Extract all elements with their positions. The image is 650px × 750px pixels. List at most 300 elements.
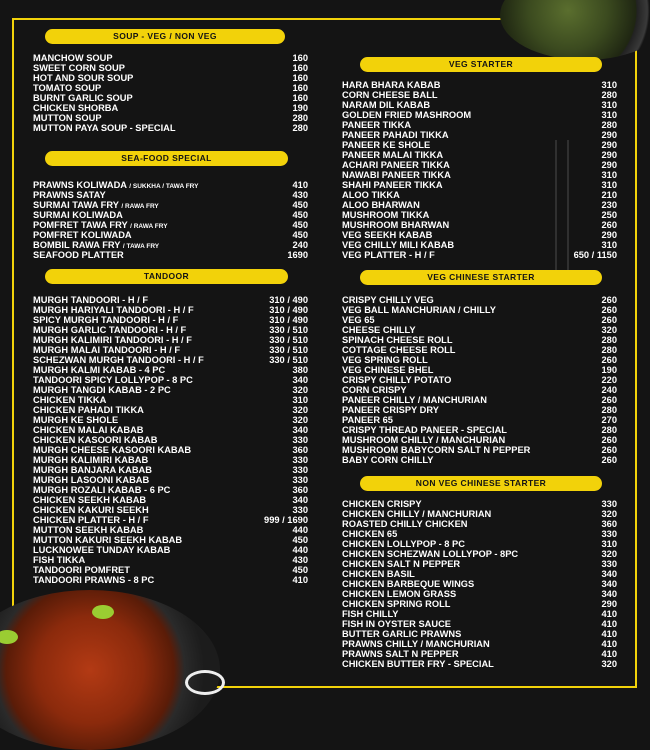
menu-item-price: 410: [601, 609, 617, 619]
menu-list-non-veg-chinese: [342, 499, 617, 669]
menu-item-price: 310: [601, 240, 617, 250]
section-title-soup: SOUP - VEG / NON VEG: [45, 29, 285, 44]
menu-item-price: 190: [292, 103, 308, 113]
menu-item-name-text: SHAHI PANEER TIKKA: [342, 180, 443, 190]
menu-item: [342, 639, 617, 649]
menu-item: [342, 609, 617, 619]
menu-item: [33, 495, 308, 505]
menu-item-price: 330: [601, 529, 617, 539]
menu-item-price: 450: [292, 565, 308, 575]
menu-item-name: [33, 405, 144, 415]
menu-item: [33, 415, 308, 425]
menu-item-name-text: NAWABI PANEER TIKKA: [342, 170, 451, 180]
menu-item-name: [342, 549, 518, 559]
menu-item: [342, 335, 617, 345]
menu-item-name: [342, 375, 451, 385]
menu-item: [33, 250, 308, 260]
menu-item-price: 210: [601, 190, 617, 200]
menu-item-name-text: CHICKEN MALAI KABAB: [33, 425, 144, 435]
menu-item-name-text: PANEER KE SHOLE: [342, 140, 431, 150]
menu-item-price: 280: [601, 120, 617, 130]
menu-item: [342, 150, 617, 160]
menu-item-name: [342, 559, 460, 569]
menu-item-name: [33, 325, 186, 335]
menu-item-note: / SUKKHA / TAWA FRY: [129, 183, 199, 190]
menu-item: [33, 565, 308, 575]
menu-item: [33, 220, 308, 230]
menu-item-name-text: SWEET CORN SOUP: [33, 63, 125, 73]
menu-item-name-text: MURGH TANDOORI - H / F: [33, 295, 148, 305]
menu-item-name-text: MUTTON SEEKH KABAB: [33, 525, 144, 535]
menu-item-name: [33, 113, 102, 123]
menu-item-name: [342, 220, 449, 230]
menu-item: [342, 599, 617, 609]
menu-item-price: 280: [601, 335, 617, 345]
menu-item-name: [33, 305, 194, 315]
menu-item-price: 290: [601, 599, 617, 609]
menu-item-name-text: ROASTED CHILLY CHICKEN: [342, 519, 468, 529]
menu-item-note: / RAWA FRY: [121, 203, 159, 210]
menu-item: [342, 375, 617, 385]
menu-item-name-text: SURMAI KOLIWADA: [33, 210, 123, 220]
menu-item: [33, 123, 308, 133]
menu-item-price: 260: [601, 220, 617, 230]
menu-item: [33, 575, 308, 585]
menu-item-name-text: CHICKEN CRISPY: [342, 499, 422, 509]
menu-item: [33, 525, 308, 535]
menu-item: [33, 200, 308, 210]
menu-item-name-text: MURGH ROZALI KABAB - 6 PC: [33, 485, 171, 495]
menu-item-name: [33, 210, 123, 220]
menu-item-name-text: PANEER CRISPY DRY: [342, 405, 439, 415]
menu-item-name: [342, 405, 439, 415]
menu-item-price: 260: [601, 355, 617, 365]
menu-item-price: 290: [601, 230, 617, 240]
menu-item-name-text: VEG BALL MANCHURIAN / CHILLY: [342, 305, 496, 315]
menu-item-name: [342, 455, 433, 465]
menu-item: [33, 103, 308, 113]
menu-item: [342, 80, 617, 90]
menu-item-name-text: POMFRET KOLIWADA: [33, 230, 132, 240]
menu-item-name-text: MURGH KALIMIRI TANDOORI - H / F: [33, 335, 192, 345]
menu-item-price: 280: [601, 425, 617, 435]
menu-item: [342, 385, 617, 395]
menu-item-price: 330 / 510: [269, 355, 308, 365]
menu-item-name: [33, 525, 143, 535]
menu-item-price: 410: [292, 180, 308, 190]
menu-item-name: [342, 445, 530, 455]
menu-item-name: [342, 415, 393, 425]
menu-item-price: 310 / 490: [269, 315, 308, 325]
menu-item-name-text: MURGH LASOONI KABAB: [33, 475, 150, 485]
menu-item: [33, 445, 308, 455]
menu-item-name: [342, 210, 429, 220]
menu-item-name: [342, 435, 505, 445]
menu-item-name: [33, 335, 192, 345]
menu-item: [33, 210, 308, 220]
menu-item-price: 330: [292, 455, 308, 465]
menu-item-price: 160: [292, 63, 308, 73]
menu-list-seafood: [33, 180, 308, 260]
menu-item-price: 330 / 510: [269, 325, 308, 335]
menu-item-name-text: BABY CORN CHILLY: [342, 455, 434, 465]
menu-item-name-text: MUSHROOM BHARWAN: [342, 220, 450, 230]
menu-item-name: [342, 90, 438, 100]
menu-item: [342, 240, 617, 250]
menu-item-name-text: PRAWNS KOLIWADA: [33, 180, 130, 190]
menu-item-price: 260: [601, 445, 617, 455]
menu-item-price: 160: [292, 93, 308, 103]
menu-item-price: 310: [601, 80, 617, 90]
menu-item-name: [342, 315, 375, 325]
menu-item-name: [342, 170, 451, 180]
menu-item-price: 430: [292, 190, 308, 200]
menu-item-price: 260: [601, 315, 617, 325]
menu-item-name-text: PANEER 65: [342, 415, 393, 425]
menu-item-name: [342, 385, 407, 395]
menu-item-price: 310: [601, 100, 617, 110]
menu-item: [33, 315, 308, 325]
menu-item: [342, 250, 617, 260]
menu-item-name-text: VEG PLATTER - H / F: [342, 250, 435, 260]
menu-item-price: 310 / 490: [269, 295, 308, 305]
menu-item-name-text: CHICKEN BARBEQUE WINGS: [342, 579, 475, 589]
menu-item-name-text: CHICKEN SHORBA: [33, 103, 119, 113]
menu-item-price: 330: [601, 499, 617, 509]
menu-item-price: 320: [601, 659, 617, 669]
menu-item: [33, 465, 308, 475]
menu-item: [33, 113, 308, 123]
menu-item-price: 240: [601, 385, 617, 395]
menu-item-price: 340: [601, 589, 617, 599]
menu-item-name: [342, 589, 456, 599]
menu-item-name: [33, 395, 106, 405]
menu-item: [342, 395, 617, 405]
menu-item-price: 650 / 1150: [573, 250, 617, 260]
menu-item-price: 290: [601, 150, 617, 160]
menu-item: [342, 619, 617, 629]
menu-item-name-text: HOT AND SOUR SOUP: [33, 73, 134, 83]
menu-item-name: [342, 325, 416, 335]
menu-item: [342, 230, 617, 240]
menu-item-name: [33, 425, 144, 435]
menu-item-name: [33, 250, 124, 260]
menu-item-price: 410: [601, 629, 617, 639]
menu-item-name-text: FISH CHILLY: [342, 609, 399, 619]
menu-item: [342, 455, 617, 465]
menu-item-name: [342, 649, 459, 659]
menu-item-name: [342, 190, 400, 200]
menu-item-name-text: PANEER MALAI TIKKA: [342, 150, 444, 160]
menu-item-price: 260: [601, 295, 617, 305]
menu-item-name: [342, 659, 494, 669]
menu-item-name-text: CORN CHEESE BALL: [342, 90, 438, 100]
menu-item: [33, 365, 308, 375]
menu-item-price: 450: [292, 230, 308, 240]
menu-item: [342, 190, 617, 200]
menu-item-name-text: CHICKEN LOLLYPOP - 8 PC: [342, 539, 465, 549]
menu-item: [342, 220, 617, 230]
menu-item: [33, 535, 308, 545]
menu-item: [342, 295, 617, 305]
menu-item-name: [33, 295, 148, 305]
menu-item-price: 320: [292, 405, 308, 415]
menu-item-name: [33, 555, 85, 565]
menu-item-price: 280: [601, 90, 617, 100]
menu-item-name-text: TANDOORI POMFRET: [33, 565, 130, 575]
menu-item-price: 320: [601, 325, 617, 335]
menu-item-name-text: VEG SEEKH KABAB: [342, 230, 433, 240]
menu-item: [342, 345, 617, 355]
menu-item-name-text: GOLDEN FRIED MASHROOM: [342, 110, 472, 120]
menu-item-name: [33, 415, 118, 425]
menu-item-name-text: MUSHROOM TIKKA: [342, 210, 430, 220]
menu-item-name-text: CHICKEN SPRING ROLL: [342, 599, 451, 609]
menu-item-price: 320: [292, 415, 308, 425]
onion-ring-image: [185, 670, 225, 695]
menu-item-name-text: CHICKEN SALT N PEPPER: [342, 559, 461, 569]
menu-item-name-text: SPINACH CHEESE ROLL: [342, 335, 453, 345]
menu-item-price: 410: [601, 649, 617, 659]
menu-item-name-text: HARA BHARA KABAB: [342, 80, 441, 90]
menu-item: [342, 405, 617, 415]
menu-item-price: 340: [601, 579, 617, 589]
menu-item-name: [342, 499, 422, 509]
menu-item-price: 999 / 1690: [264, 515, 308, 525]
menu-item-price: 330 / 510: [269, 335, 308, 345]
menu-item: [342, 180, 617, 190]
menu-item-price: 340: [292, 425, 308, 435]
menu-item-name-text: PRAWNS SALT N PEPPER: [342, 649, 459, 659]
menu-item-name: [33, 575, 154, 585]
menu-item-name-text: FISH IN OYSTER SAUCE: [342, 619, 451, 629]
menu-item-name: [33, 230, 132, 240]
menu-item-name-text: CHICKEN KASOORI KABAB: [33, 435, 158, 445]
menu-item-note: / RAWA FRY: [130, 223, 168, 230]
menu-item-name: [33, 123, 176, 133]
menu-list-veg-chinese: [342, 295, 617, 465]
menu-item-name-text: MURGH KE SHOLE: [33, 415, 119, 425]
menu-item: [33, 555, 308, 565]
menu-item: [342, 445, 617, 455]
menu-item-name-text: BURNT GARLIC SOUP: [33, 93, 133, 103]
menu-item-name: [342, 509, 491, 519]
menu-item: [33, 375, 308, 385]
menu-item-name: [33, 445, 191, 455]
menu-item: [342, 579, 617, 589]
menu-item-name: [33, 505, 149, 515]
menu-item-name-text: PANEER PAHADI TIKKA: [342, 130, 449, 140]
menu-item-name: [33, 190, 106, 200]
menu-item-name-text: CHICKEN SCHEZWAN LOLLYPOP - 8PC: [342, 549, 519, 559]
menu-item-name: [33, 355, 204, 365]
menu-item-name: [342, 345, 455, 355]
menu-item-name-text: TANDOORI PRAWNS - 8 PC: [33, 575, 155, 585]
menu-item-price: 430: [292, 555, 308, 565]
menu-item: [342, 425, 617, 435]
menu-item-name-text: SURMAI TAWA FRY: [33, 200, 122, 210]
menu-item: [342, 120, 617, 130]
menu-item-name: [33, 345, 180, 355]
menu-item-name-text: CHICKEN CHILLY / MANCHURIAN: [342, 509, 492, 519]
menu-item: [342, 519, 617, 529]
menu-item-name-text: CHICKEN BUTTER FRY - SPECIAL: [342, 659, 494, 669]
menu-item: [33, 545, 308, 555]
menu-item: [33, 515, 308, 525]
menu-item-name: [33, 465, 152, 475]
menu-list-veg-starter: [342, 80, 617, 260]
menu-item: [342, 589, 617, 599]
menu-item-name-text: ALOO TIKKA: [342, 190, 400, 200]
menu-item-price: 280: [601, 345, 617, 355]
menu-item-name-text: SEAFOOD PLATTER: [33, 250, 124, 260]
menu-item-name-text: LUCKNOWEE TUNDAY KABAB: [33, 545, 171, 555]
menu-item: [342, 140, 617, 150]
menu-item: [33, 335, 308, 345]
menu-item-name-text: TANDOORI SPICY LOLLYPOP - 8 PC: [33, 375, 193, 385]
menu-item-name: [342, 425, 507, 435]
menu-item-name: [342, 200, 420, 210]
menu-item-name: [342, 110, 471, 120]
menu-item-name: [342, 120, 411, 130]
menu-item: [342, 355, 617, 365]
menu-item-price: 340: [292, 375, 308, 385]
menu-item-price: 160: [292, 53, 308, 63]
menu-item-note: / TAWA FRY: [122, 243, 160, 250]
menu-item: [33, 425, 308, 435]
section-title-seafood: SEA-FOOD SPECIAL: [45, 151, 288, 166]
menu-item-name-text: FISH TIKKA: [33, 555, 86, 565]
menu-item: [342, 365, 617, 375]
menu-item-price: 280: [292, 113, 308, 123]
menu-item-name-text: BOMBIL RAWA FRY: [33, 240, 123, 250]
menu-item-name: [33, 73, 133, 83]
menu-item-name: [342, 230, 432, 240]
menu-item-price: 160: [292, 73, 308, 83]
menu-item: [33, 385, 308, 395]
menu-item-name: [33, 565, 130, 575]
menu-item: [33, 295, 308, 305]
menu-item: [33, 345, 308, 355]
menu-item: [33, 190, 308, 200]
menu-item-price: 310: [601, 170, 617, 180]
menu-item-name-text: VEG CHILLY MILI KABAB: [342, 240, 455, 250]
menu-item-name: [342, 599, 450, 609]
menu-item-name-text: CRISPY THREAD PANEER - SPECIAL: [342, 425, 507, 435]
menu-item-price: 410: [292, 575, 308, 585]
menu-item-name-text: TOMATO SOUP: [33, 83, 102, 93]
menu-item-name-text: CHICKEN KAKURI SEEKH: [33, 505, 149, 515]
menu-item: [342, 160, 617, 170]
menu-item: [342, 210, 617, 220]
menu-item-name-text: MURGH KALMI KABAB - 4 PC: [33, 365, 166, 375]
menu-item-name: [33, 83, 101, 93]
menu-item-name: [342, 335, 453, 345]
menu-item-name-text: CRISPY CHILLY POTATO: [342, 375, 452, 385]
menu-item-name-text: MURGH CHEESE KASOORI KABAB: [33, 445, 192, 455]
menu-item-name-text: PANEER CHILLY / MANCHURIAN: [342, 395, 487, 405]
menu-item-name: [342, 80, 440, 90]
menu-item: [342, 629, 617, 639]
menu-item-price: 440: [292, 545, 308, 555]
menu-item-price: 280: [601, 405, 617, 415]
menu-item-name-text: MURGH HARIYALI TANDOORI - H / F: [33, 305, 194, 315]
menu-item: [342, 170, 617, 180]
menu-item-name: [342, 355, 428, 365]
menu-item-price: 260: [601, 305, 617, 315]
menu-item: [33, 475, 308, 485]
menu-item-name-text: CRISPY CHILLY VEG: [342, 295, 434, 305]
menu-item-price: 340: [292, 495, 308, 505]
menu-item-price: 230: [601, 200, 617, 210]
menu-item-price: 330 / 510: [269, 345, 308, 355]
menu-item: [342, 435, 617, 445]
menu-item-name-text: PRAWNS SATAY: [33, 190, 106, 200]
menu-item: [33, 395, 308, 405]
menu-item-name-text: MURGH TANGDI KABAB - 2 PC: [33, 385, 171, 395]
menu-item: [33, 325, 308, 335]
menu-item: [33, 83, 308, 93]
menu-item-name-text: CHICKEN TIKKA: [33, 395, 107, 405]
menu-item-name: [33, 103, 118, 113]
menu-item: [33, 435, 308, 445]
menu-item-price: 270: [601, 415, 617, 425]
menu-item-price: 1690: [287, 250, 308, 260]
menu-item-name-text: PANEER TIKKA: [342, 120, 412, 130]
menu-item: [342, 90, 617, 100]
menu-item-price: 330: [292, 475, 308, 485]
menu-item-name: [342, 365, 433, 375]
menu-item-price: 250: [601, 210, 617, 220]
menu-item-price: 440: [292, 525, 308, 535]
menu-item-price: 260: [601, 455, 617, 465]
menu-item: [342, 130, 617, 140]
menu-item-price: 260: [601, 395, 617, 405]
menu-item-price: 240: [292, 240, 308, 250]
menu-item: [33, 240, 308, 250]
menu-item-name-text: CHEESE CHILLY: [342, 325, 416, 335]
menu-item-name-text: CHICKEN PAHADI TIKKA: [33, 405, 144, 415]
menu-item-name-text: COTTAGE CHEESE ROLL: [342, 345, 456, 355]
menu-item-price: 450: [292, 200, 308, 210]
menu-item: [342, 569, 617, 579]
menu-item-name: [33, 53, 113, 63]
menu-item-name-text: VEG 65: [342, 315, 375, 325]
section-title-veg-chinese: VEG CHINESE STARTER: [360, 270, 602, 285]
menu-item-name: [342, 519, 468, 529]
menu-item-name-text: POMFRET TAWA FRY: [33, 220, 131, 230]
menu-item-name: [33, 455, 148, 465]
menu-item-name-text: MUTTON PAYA SOUP - SPECIAL: [33, 123, 176, 133]
menu-item-name-text: MURGH KALIMIRI KABAB: [33, 455, 149, 465]
menu-item-name: [33, 315, 178, 325]
menu-item-name: [342, 295, 434, 305]
menu-item-price: 360: [292, 445, 308, 455]
menu-item-name: [33, 93, 133, 103]
menu-item-name-text: VEG SPRING ROLL: [342, 355, 428, 365]
menu-item-price: 360: [601, 519, 617, 529]
menu-item: [342, 539, 617, 549]
menu-item-price: 190: [601, 365, 617, 375]
menu-item-name: [342, 579, 474, 589]
menu-item-price: 290: [601, 140, 617, 150]
menu-item: [342, 499, 617, 509]
menu-item-name-text: MUTTON SOUP: [33, 113, 102, 123]
menu-item-name-text: CHICKEN 65: [342, 529, 398, 539]
menu-item: [342, 315, 617, 325]
menu-item-name-text: CHICKEN PLATTER - H / F: [33, 515, 149, 525]
menu-item-price: 320: [292, 385, 308, 395]
